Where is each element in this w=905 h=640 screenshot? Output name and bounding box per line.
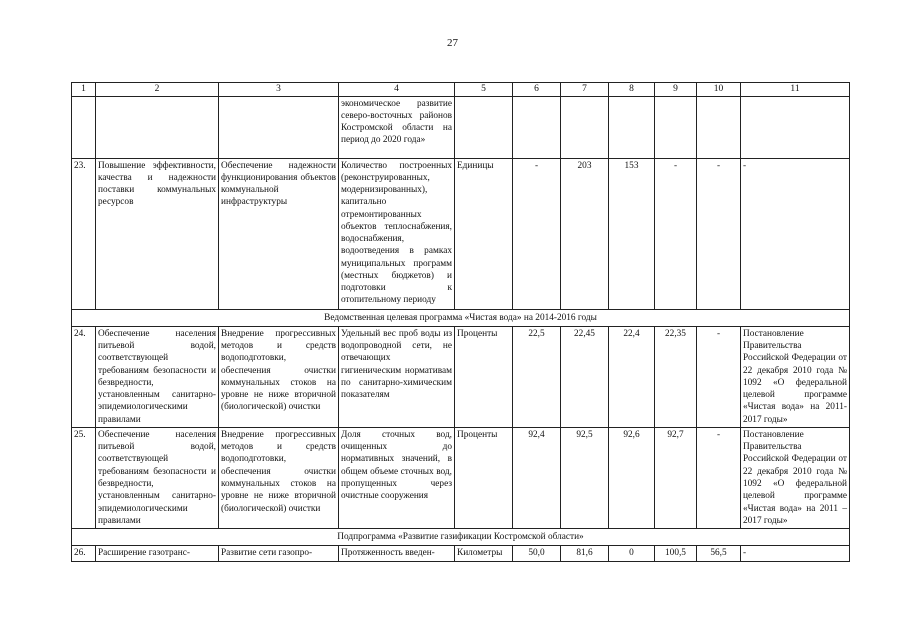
unit-cell: Километры bbox=[455, 546, 513, 561]
table-row bbox=[72, 427, 850, 528]
unit-cell: Проценты bbox=[455, 326, 513, 427]
value-cell: 92,7 bbox=[655, 427, 697, 528]
task-cell: Расширение газотранс- bbox=[96, 546, 219, 561]
row-number: 23. bbox=[72, 158, 96, 309]
value-cell: - bbox=[697, 427, 741, 528]
indicator-cell: Протяженность введен- bbox=[339, 546, 455, 561]
value-cell: 56,5 bbox=[697, 546, 741, 561]
value-cell: 22,45 bbox=[561, 326, 609, 427]
value-cell: - bbox=[697, 326, 741, 427]
value-cell: 203 bbox=[561, 158, 609, 309]
document-cell: - bbox=[741, 546, 850, 561]
indicators-table bbox=[71, 82, 850, 562]
value-cell: 22,4 bbox=[609, 326, 655, 427]
column-number: 5 bbox=[455, 83, 513, 97]
column-number: 3 bbox=[219, 83, 339, 97]
column-number: 8 bbox=[609, 83, 655, 97]
value-cell: 92,6 bbox=[609, 427, 655, 528]
column-number: 11 bbox=[741, 83, 850, 97]
column-number: 10 bbox=[697, 83, 741, 97]
value-cell: 50,0 bbox=[513, 546, 561, 561]
unit-cell: Проценты bbox=[455, 427, 513, 528]
value-cell: 22,5 bbox=[513, 326, 561, 427]
column-number: 9 bbox=[655, 83, 697, 97]
value-cell: - bbox=[697, 158, 741, 309]
indicator-cell: экономическое развитие северо-восточных районов Костромской области на период до 2020 года» bbox=[339, 96, 455, 158]
event-cell: Развитие сети газопро- bbox=[219, 546, 339, 561]
document-cell: Постановление Правительства Российской Федерации от 22 декабря 2010 года № 1092 «О федеральной целевой программе «Чистая вода» на 2011-2017 годы» bbox=[741, 326, 850, 427]
column-number-row bbox=[72, 83, 850, 97]
unit-cell: Единицы bbox=[455, 158, 513, 309]
column-number: 4 bbox=[339, 83, 455, 97]
row-number: 26. bbox=[72, 546, 96, 561]
event-cell: Внедрение прогрессивных методов и средств водоподготовки, обеспечения очистки коммунальных стоков на уровне не ниже вторичной (биологической) очистки bbox=[219, 326, 339, 427]
value-cell: - bbox=[513, 158, 561, 309]
value-cell: 153 bbox=[609, 158, 655, 309]
column-number: 7 bbox=[561, 83, 609, 97]
task-cell: Обеспечение населения питьевой водой, соответствующей требованиям безопасности и безвредности, установленным санитарно-эпидемиологическими правилами bbox=[96, 326, 219, 427]
task-cell: Обеспечение населения питьевой водой, соответствующей требованиям безопасности и безвредности, установленным санитарно-эпидемиологическими правилами bbox=[96, 427, 219, 528]
indicator-cell: Удельный вес проб воды из водопроводной сети, не отвечающих гигиеническим нормативам по санитарно-химическим показателям bbox=[339, 326, 455, 427]
table-row bbox=[72, 158, 850, 309]
row-number: 24. bbox=[72, 326, 96, 427]
document-cell: - bbox=[741, 158, 850, 309]
event-cell: Обеспечение надежности функционирования объектов коммунальной инфраструктуры bbox=[219, 158, 339, 309]
value-cell: 92,5 bbox=[561, 427, 609, 528]
value-cell: 81,6 bbox=[561, 546, 609, 561]
row-number: 25. bbox=[72, 427, 96, 528]
section-row-water bbox=[72, 309, 850, 326]
document-cell: Постановление Правительства Российской Федерации от 22 декабря 2010 года № 1092 «О федеральной целевой программе «Чистая вода» на 2011 – 2017 годы» bbox=[741, 427, 850, 528]
column-number: 2 bbox=[96, 83, 219, 97]
task-cell: Повышение эффективности, качества и надежности поставки коммунальных ресурсов bbox=[96, 158, 219, 309]
indicator-cell: Количество построенных (реконструированных, модернизированных), капитально отремонтированных объектов теплоснабжения, водоснабжения, водоотведения в рамках муниципальных программ (местных бюджетов) и подготовки к отопительному периоду bbox=[339, 158, 455, 309]
section-title: Подпрограмма «Развитие газификации Костромской области» bbox=[72, 529, 850, 546]
table-row bbox=[72, 546, 850, 561]
value-cell: 22,35 bbox=[655, 326, 697, 427]
column-number: 6 bbox=[513, 83, 561, 97]
indicator-cell: Доля сточных вод, очищенных до нормативных значений, в общем объеме сточных вод, пропущенных через очистные сооружения bbox=[339, 427, 455, 528]
section-row-gas bbox=[72, 529, 850, 546]
event-cell: Внедрение прогрессивных методов и средств водоподготовки, обеспечения очистки коммунальных стоков на уровне не ниже вторичной (биологической) очистки bbox=[219, 427, 339, 528]
value-cell: 0 bbox=[609, 546, 655, 561]
section-title: Ведомственная целевая программа «Чистая вода» на 2014-2016 годы bbox=[72, 309, 850, 326]
value-cell: 92,4 bbox=[513, 427, 561, 528]
value-cell: - bbox=[655, 158, 697, 309]
value-cell: 100,5 bbox=[655, 546, 697, 561]
table-row-continuation bbox=[72, 96, 850, 158]
column-number: 1 bbox=[72, 83, 96, 97]
table-row bbox=[72, 326, 850, 427]
page-number: 27 bbox=[447, 37, 458, 49]
